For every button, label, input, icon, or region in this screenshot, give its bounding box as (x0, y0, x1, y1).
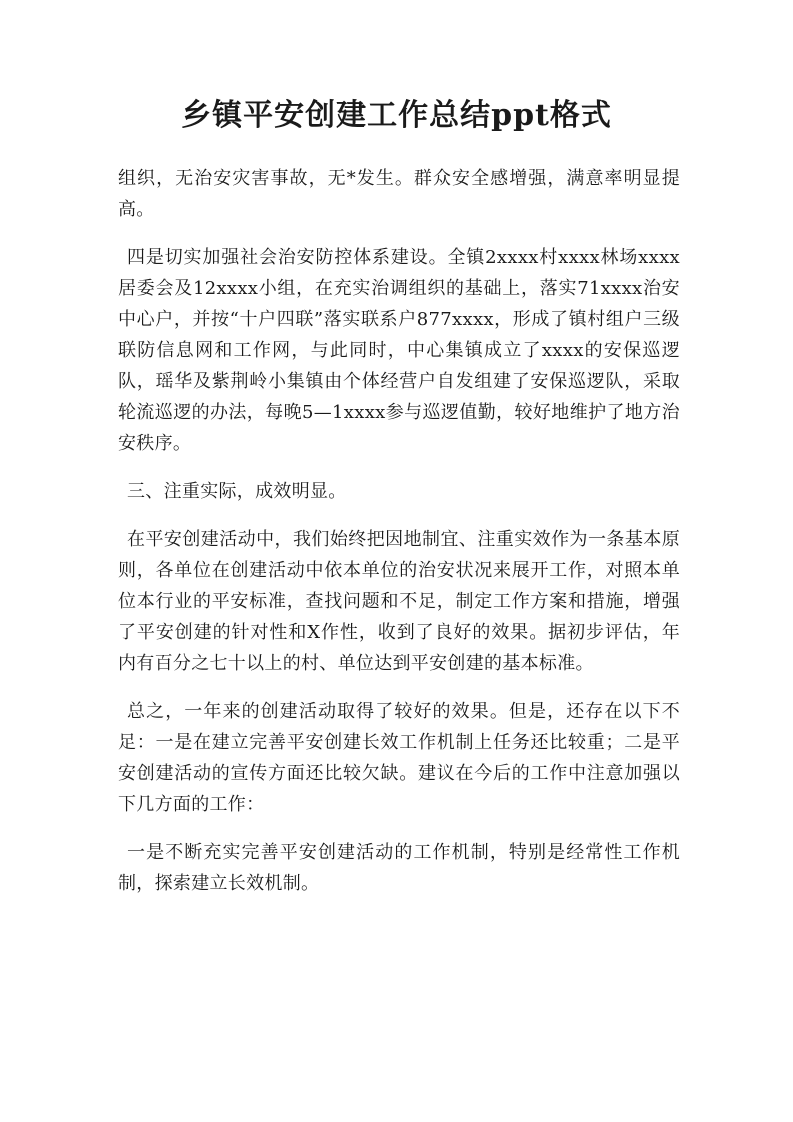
paragraph-5: 总之，一年来的创建活动取得了较好的效果。但是，还存在以下不足：一是在建立完善平安创建长效工作机制上任务还比较重；二是平安创建活动的宣传方面还比较欠缺。建议在今后的工作中注意加强以下几方面的工作： (118, 701, 680, 815)
paragraph-1: 组织，无治安灾害事故，无*发生。群众安全感增强，满意率明显提高。 (118, 168, 680, 220)
paragraph-2: 四是切实加强社会治安防控体系建设。全镇2xxxx村xxxx林场xxxx居委会及12xxxx小组，在充实治调组织的基础上，落实71xxxx治安中心户，并按“十户四联”落实联系户877xxxx，形成了镇村组户三级联防信息网和工作网，与此同时，中心集镇成立了xxxx的安保巡逻队，瑶华及紫荆岭小集镇由个体经营户自发组建了安保巡逻队，采取轮流巡逻的办法，每晚5—1xxxx参与巡逻值勤，较好地维护了地方治安秩序。 (118, 247, 680, 454)
paragraph-6: 一是不断充实完善平安创建活动的工作机制，特别是经常性工作机制，探索建立长效机制。 (118, 842, 680, 894)
document-title: 乡镇平安创建工作总结ppt格式 (181, 98, 612, 133)
paragraph-4: 在平安创建活动中，我们始终把因地制宜、注重实效作为一条基本原则，各单位在创建活动中依本单位的治安状况来展开工作，对照本单位本行业的平安标准，查找问题和不足，制定工作方案和措施，增强了平安创建的针对性和X作性，收到了良好的效果。据初步评估，年内有百分之七十以上的村、单位达到平安创建的基本标准。 (118, 529, 680, 674)
paragraph-3-heading: 三、注重实际，成效明显。 (127, 481, 347, 502)
document-body (118, 163, 680, 916)
